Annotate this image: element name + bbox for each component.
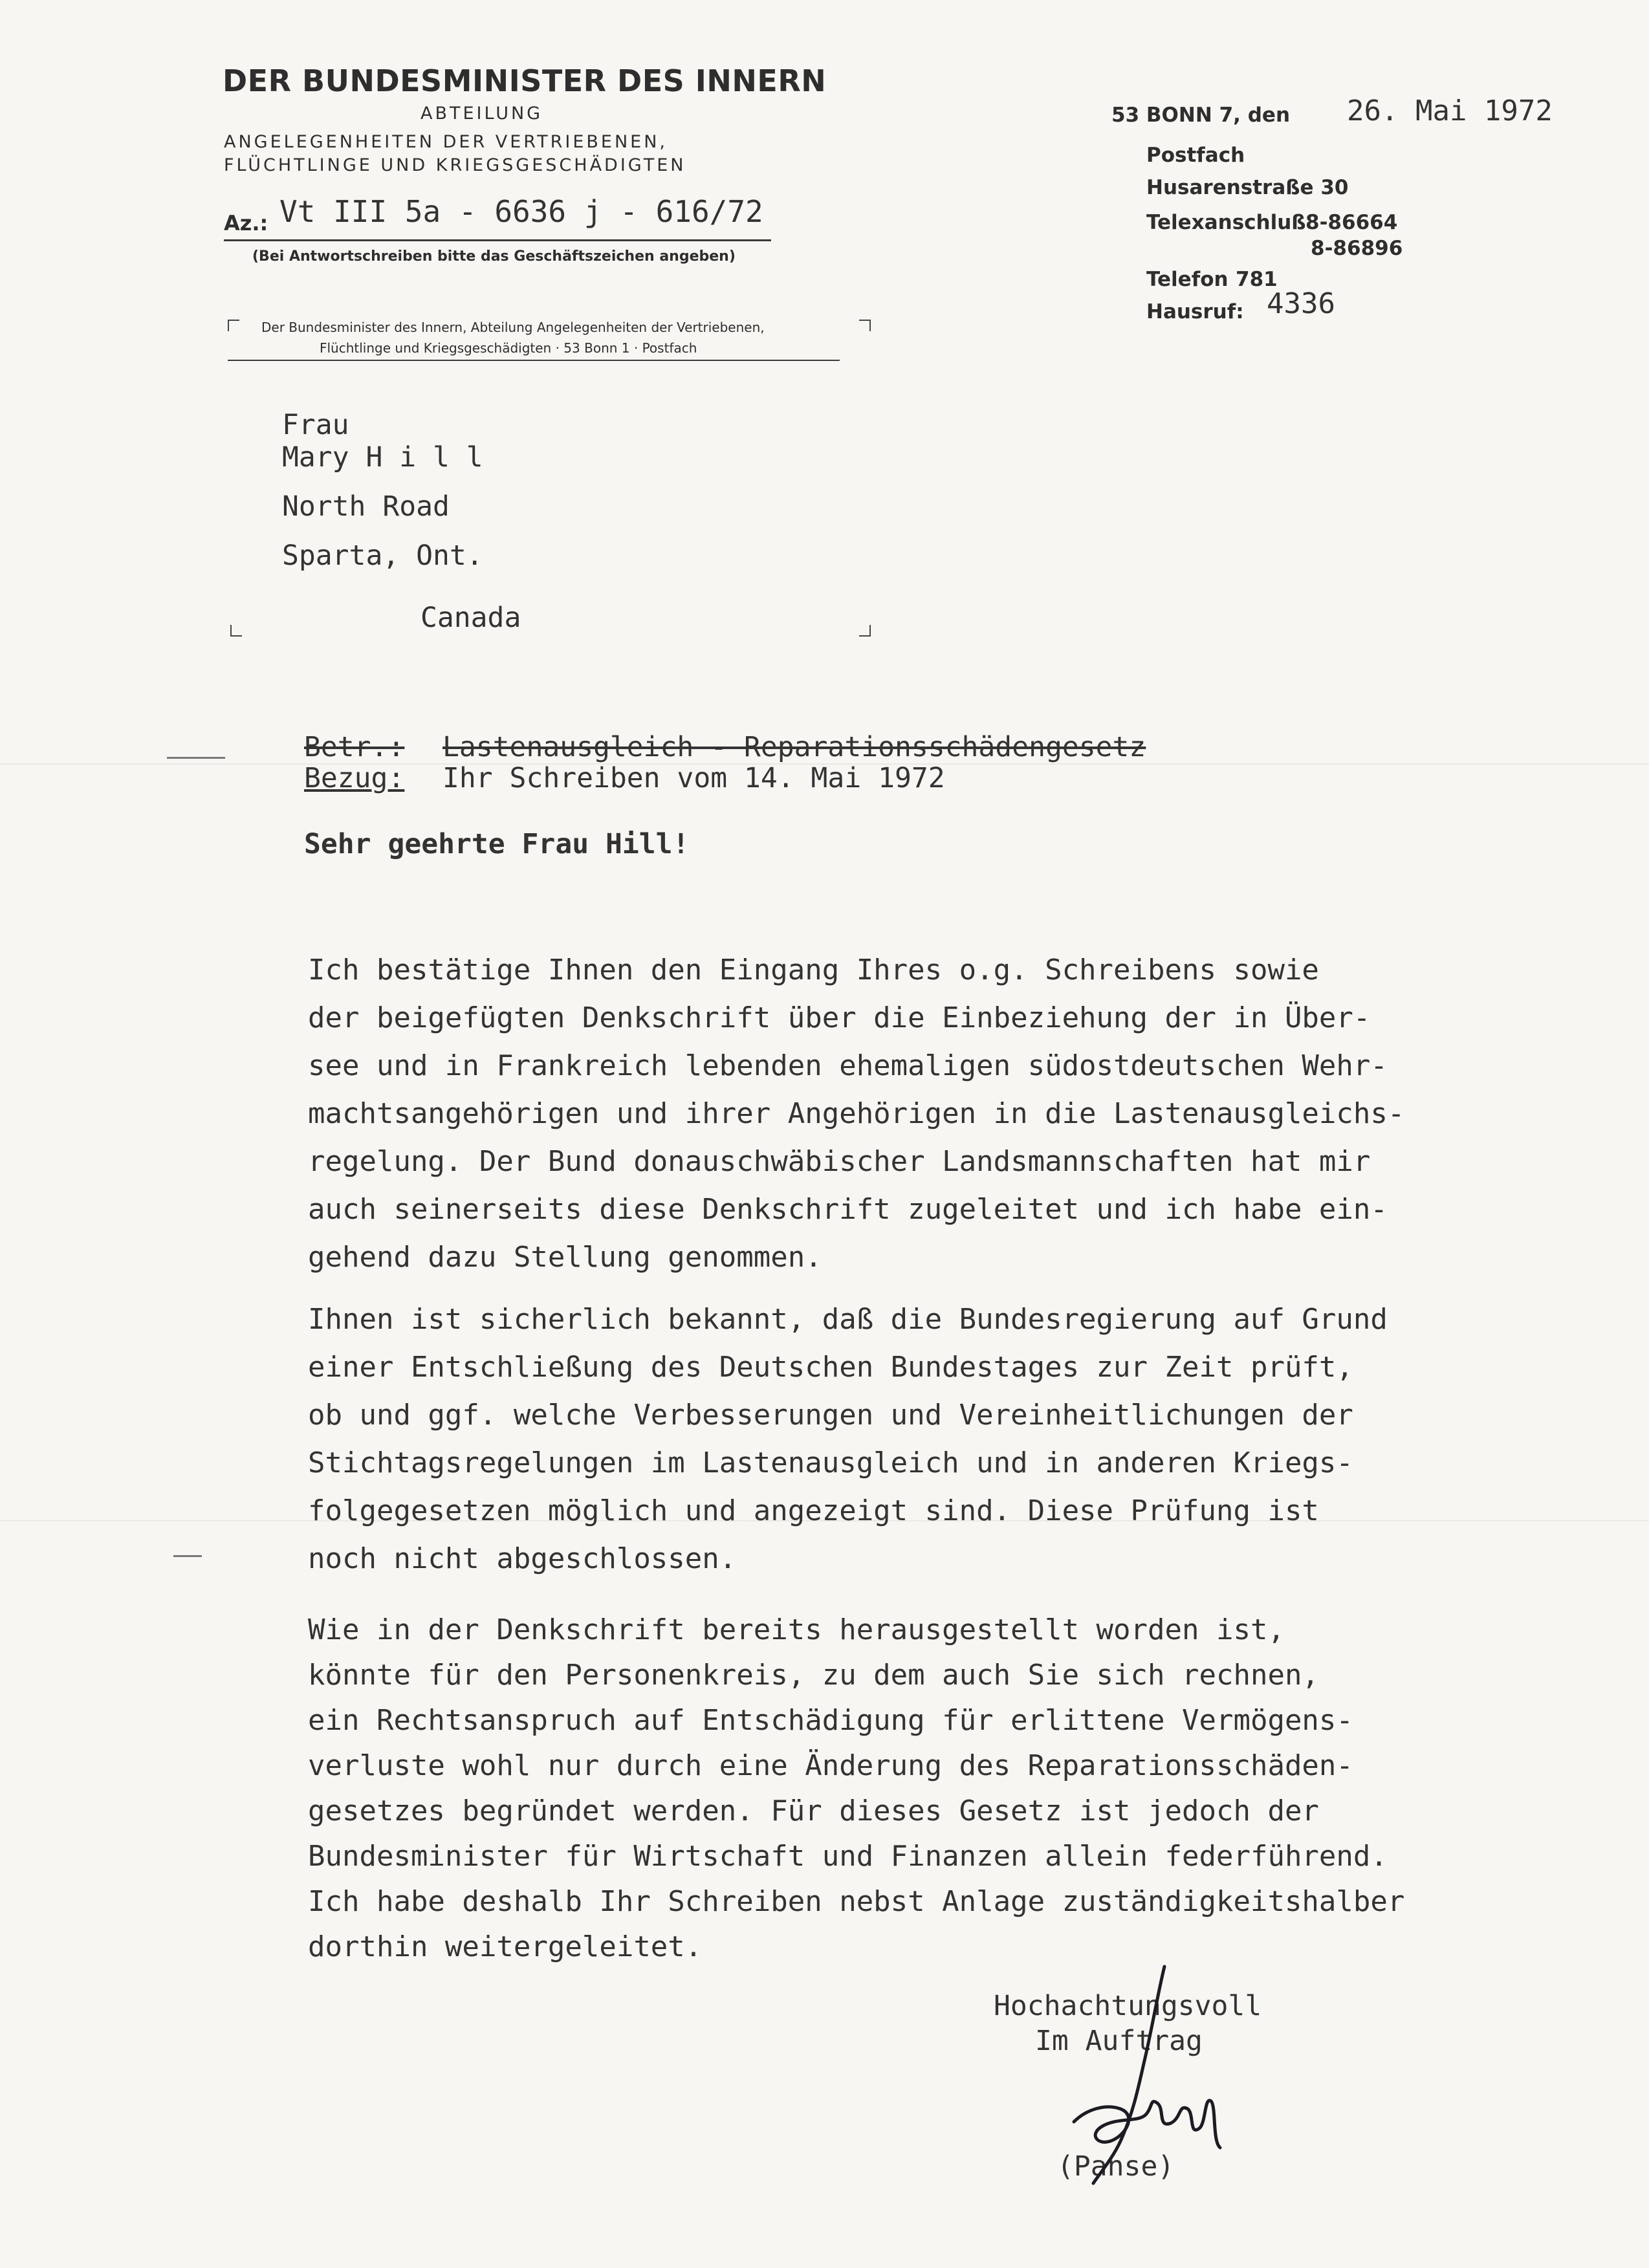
recipient-street: North Road — [282, 490, 450, 523]
paragraph-1-line: auch seinerseits diese Denkschrift zugeleitet und ich habe ein- — [308, 1193, 1388, 1226]
letterhead-department: ABTEILUNG — [420, 104, 543, 124]
paragraph-1-line: machtsangehörigen und ihrer Angehörigen in die Lastenausgleichs- — [308, 1097, 1405, 1130]
paragraph-3-line: dorthin weitergeleitet. — [308, 1930, 703, 1963]
paragraph-2-line: Stichtagsregelungen im Lastenausgleich und in anderen Kriegs- — [308, 1446, 1353, 1479]
paragraph-3-line: könnte für den Personenkreis, zu dem auch Sie sich rechnen, — [308, 1659, 1319, 1692]
paragraph-1-line: der beigefügten Denkschrift über die Einbeziehung der in Über- — [308, 1001, 1371, 1034]
subject-text: Lastenausgleich - Reparationsschädengesetz — [442, 731, 1146, 763]
window-corner-top-left — [228, 320, 239, 331]
address-corner-bottom-left — [230, 625, 242, 637]
paragraph-2-line: ob und ggf. welche Verbesserungen und Vereinheitlichungen der — [308, 1399, 1353, 1432]
paragraph-2-line: Ihnen ist sicherlich bekannt, daß die Bundesregierung auf Grund — [308, 1303, 1388, 1336]
return-address-line2: Flüchtlinge und Kriegsgeschädigten · 53 Bonn 1 · Postfach — [320, 340, 697, 356]
telex-label: Telexanschluß — [1146, 211, 1306, 234]
recipient-country: Canada — [420, 602, 521, 634]
telex-number-2: 8-86896 — [1311, 237, 1403, 260]
reference-hint: (Bei Antwortschreiben bitte das Geschäftszeichen angeben) — [252, 248, 736, 265]
reference-number: Vt III 5a - 6636 j - 616/72 — [279, 194, 763, 229]
reference-label: Az.: — [224, 211, 268, 235]
paragraph-2-line: folgegesetzen möglich und angezeigt sind. Diese Prüfung ist — [308, 1494, 1319, 1527]
letterhead-department-line3: FLÜCHTLINGE UND KRIEGSGESCHÄDIGTEN — [224, 155, 686, 175]
reference-letter-text: Ihr Schreiben vom 14. Mai 1972 — [442, 762, 945, 794]
paragraph-1-line: gehend dazu Stellung genommen. — [308, 1241, 822, 1274]
paragraph-1-line: regelung. Der Bund donauschwäbischer Landsmannschaften hat mir — [308, 1145, 1371, 1178]
fold-mark — [167, 757, 225, 759]
postfach-label: Postfach — [1146, 144, 1245, 167]
telefon-label: Telefon — [1146, 268, 1229, 291]
recipient-name: Mary H i l l — [282, 441, 483, 474]
reference-underline — [224, 239, 771, 241]
recipient-city: Sparta, Ont. — [282, 540, 483, 572]
place-label: 53 BONN 7, den — [1111, 104, 1291, 127]
paragraph-3-line: Ich habe deshalb Ihr Schreiben nebst Anlage zuständigkeitshalber — [308, 1885, 1405, 1918]
paragraph-3-line: verluste wohl nur durch eine Änderung des Reparationsschäden- — [308, 1749, 1353, 1782]
telex-number-1: 8-86664 — [1305, 211, 1398, 234]
paragraph-3-line: Bundesminister für Wirtschaft und Finanzen allein federführend. — [308, 1840, 1388, 1873]
letterhead-department-line2: ANGELEGENHEITEN DER VERTRIEBENEN, — [224, 132, 668, 152]
fold-mark — [173, 1555, 202, 1557]
paragraph-2-line: einer Entschließung des Deutschen Bundestages zur Zeit prüft, — [308, 1351, 1353, 1384]
hausruf-number: 4336 — [1267, 287, 1335, 320]
return-address-line1: Der Bundesminister des Innern, Abteilung Angelegenheiten der Vertriebenen, — [261, 320, 765, 335]
street-address: Husarenstraße 30 — [1146, 176, 1349, 199]
reference-letter-label: Bezug: — [304, 762, 405, 794]
window-corner-top-right — [859, 320, 871, 331]
telefon-number: 781 — [1236, 268, 1278, 291]
letterhead-title: DER BUNDESMINISTER DES INNERN — [223, 63, 827, 98]
greeting: Sehr geehrte Frau Hill! — [304, 828, 690, 860]
paragraph-3-line: Wie in der Denkschrift bereits herausgestellt worden ist, — [308, 1613, 1285, 1646]
signatory-name: (Panse) — [1057, 2150, 1175, 2183]
closing-formula: Hochachtungsvoll — [994, 1990, 1262, 2022]
paragraph-1-line: see und in Frankreich lebenden ehemaligen südostdeutschen Wehr- — [308, 1049, 1388, 1082]
closing-on-behalf: Im Auftrag — [1035, 2025, 1203, 2057]
handwritten-signature — [1061, 1954, 1242, 2199]
subject-label: Betr.: — [304, 731, 405, 763]
paragraph-2-line: noch nicht abgeschlossen. — [308, 1542, 737, 1575]
hausruf-label: Hausruf: — [1146, 300, 1244, 323]
paragraph-3-line: ein Rechtsanspruch auf Entschädigung für erlittene Vermögens- — [308, 1704, 1353, 1737]
address-corner-bottom-right — [859, 625, 871, 637]
recipient-salutation: Frau — [282, 409, 349, 441]
return-address-rule — [228, 360, 840, 361]
paragraph-1-line: Ich bestätige Ihnen den Eingang Ihres o.g. Schreibens sowie — [308, 954, 1319, 987]
paragraph-3-line: gesetzes begründet werden. Für dieses Gesetz ist jedoch der — [308, 1794, 1319, 1827]
letter-date: 26. Mai 1972 — [1347, 94, 1553, 127]
